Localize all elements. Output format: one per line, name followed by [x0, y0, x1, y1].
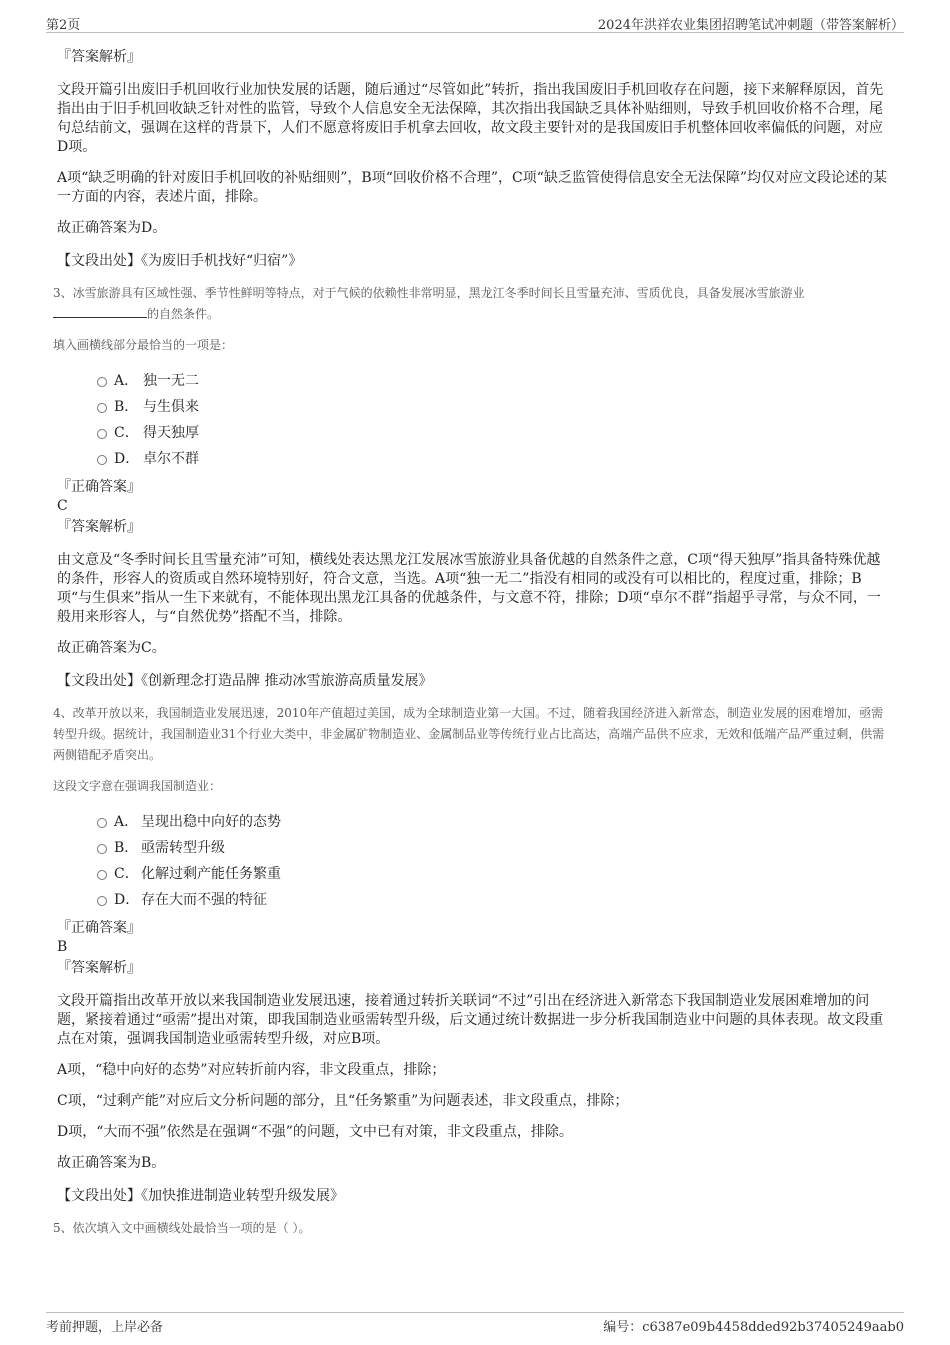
- analysis-text: 文段开篇指出改革开放以来我国制造业发展迅速，接着通过转折关联词“不过”引出在经济进入新常态下我国制造业发展困难增加的问题，紧接着通过“亟需”提出对策，即我国制造业亟需转型升级，后文通过统计数据进一步分析我国制造业中问题的具体表现。故文段重点在对策，强调我国制造业亟需转型升级，对应B项。: [57, 993, 884, 1047]
- source-text: 【文段出处】《加快推进制造业转型升级发展》: [57, 1188, 344, 1204]
- page-number: 第2页: [46, 18, 81, 33]
- option-c[interactable]: C． 化解过剩产能任务繁重: [57, 861, 893, 887]
- analysis-label: 『答案解析』: [57, 960, 141, 976]
- correct-answer-label: 『正确答案』: [57, 479, 141, 495]
- radio-icon[interactable]: [97, 818, 107, 828]
- question-prompt: 填入画横线部分最恰当的一项是：: [53, 338, 234, 352]
- exclusion-d: D项，“大而不强”依然是在强调“不强”的问题，文中已有对策，非文段重点，排除。: [57, 1124, 573, 1140]
- question-5: [53, 1218, 893, 1239]
- question-4: [53, 703, 893, 1206]
- radio-icon[interactable]: [97, 896, 107, 906]
- option-a[interactable]: A． 独一无二: [57, 368, 893, 394]
- exclusion-c: C项，“过剩产能”对应后文分析问题的部分，且“任务繁重”为问题表述，非文段重点，排除；: [57, 1093, 629, 1109]
- fill-blank: [53, 305, 147, 318]
- question-3: [53, 283, 893, 691]
- question-prompt: 这段文字意在强调我国制造业：: [53, 779, 222, 793]
- page-header: [46, 14, 904, 33]
- conclusion-text: 故正确答案为D。: [57, 220, 167, 236]
- question-stem: 3、冰雪旅游具有区域性强、季节性鲜明等特点，对于气候的依赖性非常明显，黑龙江冬季时间长且雪量充沛、雪质优良，具备发展冰雪旅游业的自然条件。: [53, 286, 805, 321]
- option-b[interactable]: B． 亟需转型升级: [57, 835, 893, 861]
- document-code: 编号：c6387e09b4458dded92b37405249aab0: [603, 1320, 904, 1335]
- document-title: 2024年洪祥农业集团招聘笔试冲刺题（带答案解析）: [597, 18, 904, 33]
- source-text: 【文段出处】《创新理念打造品牌 推动冰雪旅游高质量发展》: [57, 673, 433, 689]
- document-body: [53, 46, 893, 1239]
- correct-answer: B: [57, 939, 68, 955]
- option-list: [57, 368, 893, 472]
- exclusion-a: A项，“稳中向好的态势”对应转折前内容，非文段重点，排除；: [57, 1062, 446, 1078]
- radio-icon[interactable]: [97, 844, 107, 854]
- conclusion-text: 故正确答案为B。: [57, 1155, 166, 1171]
- correct-answer: C: [57, 498, 68, 514]
- analysis-text: 由文意及“冬季时间长且雪量充沛”可知，横线处表达黑龙江发展冰雪旅游业具备优越的自然条件之意，C项“得天独厚”指具备特殊优越的条件，形容人的资质或自然环境特别好，符合文意，当选。A项“独一无二”指没有相同的或没有可以相比的，程度过重，排除；B项“与生俱来”指从一生下来就有，不能体现出黑龙江具备的优越条件，与文意不符，排除；D项“卓尔不群”指超乎寻常，与众不同，一般用来形容人，与“自然优势”搭配不当，排除。: [57, 552, 881, 625]
- option-c[interactable]: C． 得天独厚: [57, 420, 893, 446]
- radio-icon[interactable]: [97, 870, 107, 880]
- analysis-label: 『答案解析』: [57, 49, 141, 65]
- radio-icon[interactable]: [97, 377, 107, 387]
- option-b[interactable]: B． 与生俱来: [57, 394, 893, 420]
- radio-icon[interactable]: [97, 403, 107, 413]
- option-d[interactable]: D． 存在大而不强的特征: [57, 887, 893, 913]
- page-footer: [46, 1312, 904, 1335]
- footer-slogan: 考前押题，上岸必备: [46, 1320, 164, 1335]
- option-list: [57, 809, 893, 913]
- question-stem: 5、依次填入文中画横线处最恰当一项的是（ ）。: [53, 1221, 311, 1235]
- analysis-text: 文段开篇引出废旧手机回收行业加快发展的话题，随后通过“尽管如此”转折，指出我国废旧手机回收存在问题，接下来解释原因，首先指出由于旧手机回收缺乏针对性的监管，导致个人信息安全无法保障，其次指出我国缺乏具体补贴细则，导致手机回收价格不合理，尾句总结前文，强调在这样的背景下，人们不愿意将废旧手机拿去回收，故文段主要针对的是我国废旧手机整体回收率偏低的问题，对应D项。: [57, 82, 884, 155]
- analysis-label: 『答案解析』: [57, 519, 141, 535]
- exclusion-text: A项“缺乏明确的针对废旧手机回收的补贴细则”，B项“回收价格不合理”，C项“缺乏监管使得信息安全无法保障”均仅对应文段论述的某一方面的内容，表述片面，排除。: [57, 170, 888, 205]
- question-stem: 4、改革开放以来，我国制造业发展迅速，2010年产值超过美国，成为全球制造业第一大国。不过，随着我国经济进入新常态，制造业发展的困难增加，亟需转型升级。据统计，我国制造业31个行业大类中，非金属矿物制造业、金属制品业等传统行业占比高达，高端产品供不应求，无效和低端产品严重过剩，供需两侧错配矛盾突出。: [53, 706, 885, 762]
- option-d[interactable]: D． 卓尔不群: [57, 446, 893, 472]
- radio-icon[interactable]: [97, 429, 107, 439]
- source-text: 【文段出处】《为废旧手机找好“归宿”》: [57, 253, 303, 269]
- radio-icon[interactable]: [97, 455, 107, 465]
- conclusion-text: 故正确答案为C。: [57, 640, 166, 656]
- correct-answer-label: 『正确答案』: [57, 920, 141, 936]
- option-a[interactable]: A． 呈现出稳中向好的态势: [57, 809, 893, 835]
